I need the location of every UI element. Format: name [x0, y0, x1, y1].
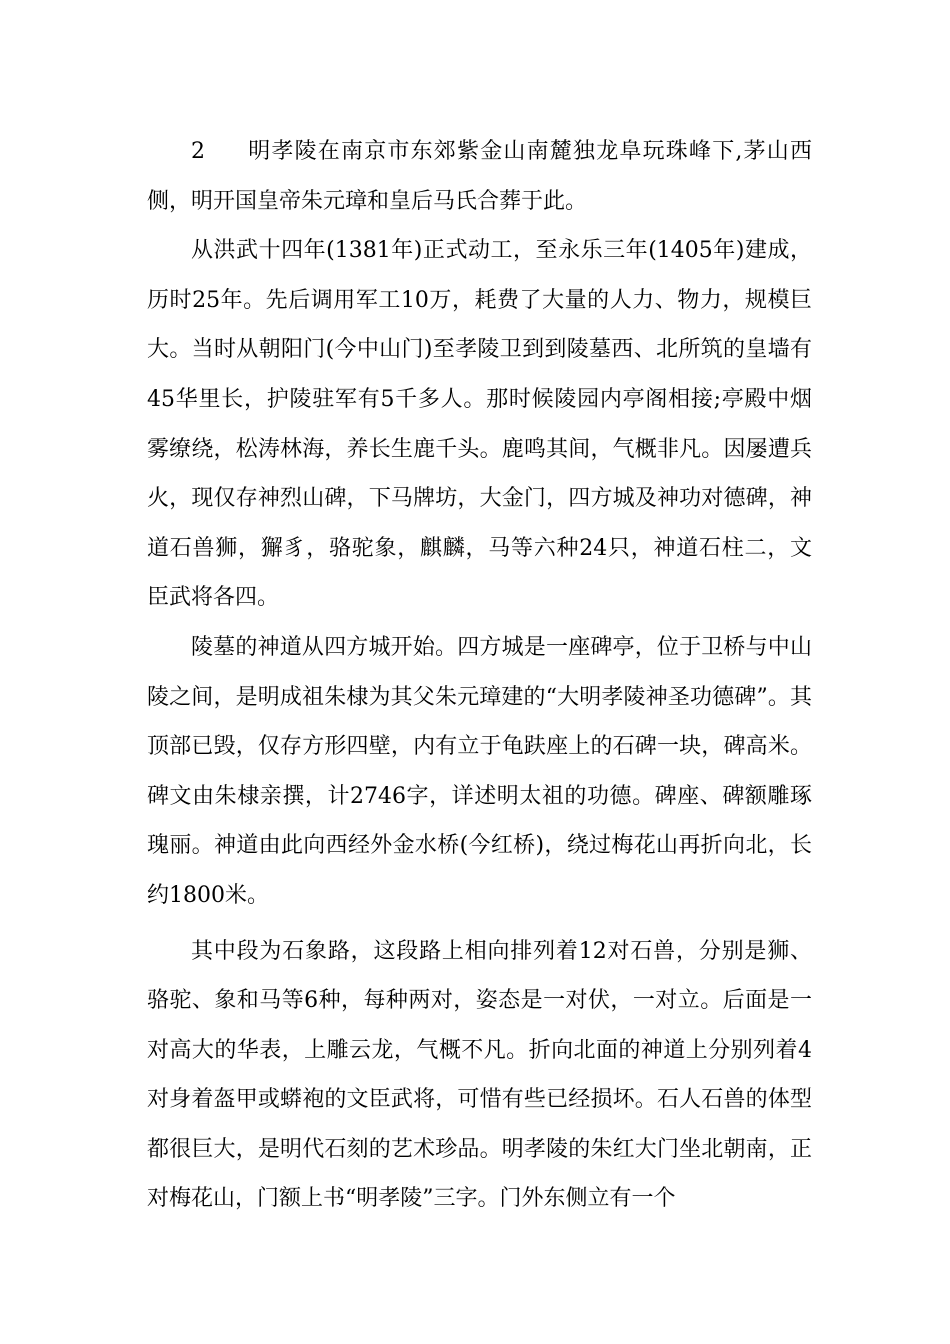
paragraph-1	[147, 127, 812, 226]
body-text	[147, 127, 812, 1224]
paragraph-2: 从洪武十四年(1381年)正式动工，至永乐三年(1405年)建成，历时25年。先后调用军工10万，耗费了大量的人力、物力，规模巨大。当时从朝阳门(今中山门)至孝陵卫到到陵墓西、北所筑的皇墙有45华里长，护陵驻军有5千多人。那时候陵园内亭阁相接;亭殿中烟雾缭绕，松涛林海，养长生鹿千头。鹿鸣其间，气概非凡。因屡遭兵火，现仅存神烈山碑，下马牌坊，大金门，四方城及神功对德碑，神道石兽狮，獬豸，骆驼象，麒麟，马等六种24只，神道石柱二，文臣武将各四。	[147, 238, 812, 611]
paragraph-4: 其中段为石象路，这段路上相向排列着12对石兽，分别是狮、骆驼、象和马等6种，每种两对，姿态是一对伏，一对立。后面是一对高大的华表，上雕云龙，气概不凡。折向北面的神道上分别列着4对身着盔甲或蟒袍的文臣武将，可惜有些已经损坏。石人石兽的体型都很巨大，是明代石刻的艺术珍品。明孝陵的朱红大门坐北朝南，正对梅花山，门额上书“明孝陵”三字。门外东侧立有一个	[147, 938, 812, 1212]
paragraph-3: 陵墓的神道从四方城开始。四方城是一座碑亭，位于卫桥与中山陵之间，是明成祖朱棣为其父朱元璋建的“大明孝陵神圣功德碑”。其顶部已毁，仅存方形四壁，内有立于龟趺座上的石碑一块，碑高米。碑文由朱棣亲撰，计2746字，详述明太祖的功德。碑座、碑额雕琢瑰丽。神道由此向西经外金水桥(今红桥)，绕过梅花山再折向北，长约1800米。	[147, 634, 812, 908]
page-number: 2	[191, 139, 205, 164]
paragraph-1-text: 明孝陵在南京市东郊紫金山南麓独龙阜玩珠峰下,茅山西侧，明开国皇帝朱元璋和皇后马氏合葬于此。	[147, 139, 812, 214]
